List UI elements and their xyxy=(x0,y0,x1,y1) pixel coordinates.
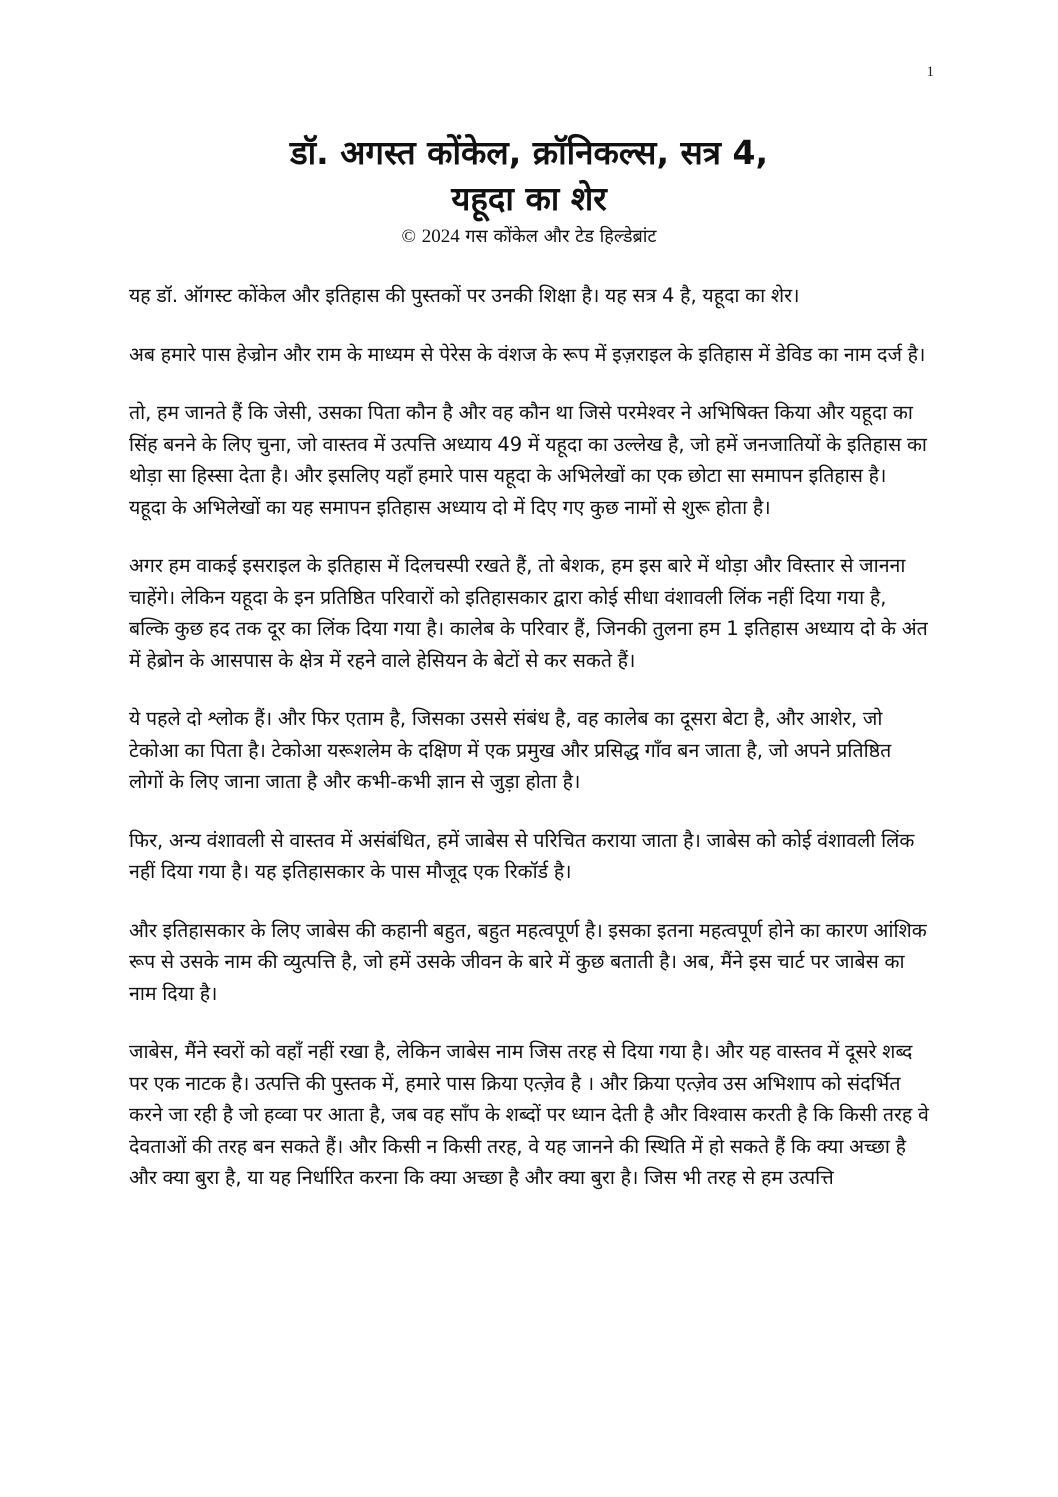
paragraph-2: अब हमारे पास हेज्रोन और राम के माध्यम से पेरेस के वंशज के रूप में इज़राइल के इतिहास में डेविड का नाम दर्ज है। xyxy=(129,342,926,366)
paragraph-7: और इतिहासकार के लिए जाबेस की कहानी बहुत, बहुत महत्वपूर्ण है। इसका इतना महत्वपूर्ण होने का कारण आंशिक रूप से उसके नाम की व्युत्पत्ति है, जो हमें उसके जीवन के बारे में कुछ बताती है। अब, मैंने इस चार्ट पर जाबेस का नाम दिया है। xyxy=(129,918,927,1005)
paragraph-3: तो, हम जानते हैं कि जेसी, उसका पिता कौन है और वह कौन था जिसे परमेश्वर ने अभिषिक्त किया और यहूदा का सिंह बनने के लिए चुना, जो वास्तव में उत्पत्ति अध्याय 49 में यहूदा का उल्लेख है, जो हमें जनजातियों के इतिहास का थोड़ा सा हिस्सा देता है। और इसलिए यहाँ हमारे पास यहूदा के अभिलेखों का एक छोटा सा समापन इतिहास है। यहूदा के अभिलेखों का यह समापन इतिहास अध्याय दो में दिए गए कुछ नामों से शुरू होता है। xyxy=(129,401,927,519)
document-header xyxy=(0,130,1058,250)
title-line-1: डॉ. अगस्त कोंकेल, क्रॉनिकल्स, सत्र 4, xyxy=(289,133,768,172)
title-line-2: यहूदा का शेर xyxy=(451,179,607,218)
paragraph-1: यह डॉ. ऑगस्ट कोंकेल और इतिहास की पुस्तकों पर उनकी शिक्षा है। यह सत्र 4 है, यहूदा का शेर। xyxy=(129,284,800,307)
paragraph-4: अगर हम वाकई इसराइल के इतिहास में दिलचस्पी रखते हैं, तो बेशक, हम इस बारे में थोड़ा और विस्तार से जानना चाहेंगे। लेकिन यहूदा के इन प्रतिष्ठित परिवारों को इतिहासकार द्वारा कोई सीधा वंशावली लिंक नहीं दिया गया है, बल्कि कुछ हद तक दूर का लिंक दिया गया है। कालेब के परिवार हैं, जिनकी तुलना हम 1 इतिहास अध्याय दो के अंत में हेब्रोन के आसपास के क्षेत्र में रहने वाले हेसियन के बेटों से कर सकते हैं। xyxy=(129,554,928,672)
copyright-symbol: © xyxy=(401,226,416,247)
document-body xyxy=(129,280,929,1221)
copyright-year: 2024 xyxy=(421,226,460,247)
paragraph-8: जाबेस, मैंने स्वरों को वहाँ नहीं रखा है, लेकिन जाबेस नाम जिस तरह से दिया गया है। और यह वास्तव में दूसरे शब्द पर एक नाटक है। उत्पत्ति की पुस्तक में, हमारे पास क्रिया एत्ज़ेव है । और क्रिया एत्ज़ेव उस अभिशाप को संदर्भित करने जा रही है जो हव्वा पर आता है, जब वह साँप के शब्दों पर ध्यान देती है और विश्वास करती है कि किसी तरह वे देवताओं की तरह बन सकते हैं। और किसी न किसी तरह, वे यह जानने की स्थिति में हो सकते हैं कि क्या अच्छा है और क्या बुरा है, या यह निर्धारित करना कि क्या अच्छा है और क्या बुरा है। जिस भी तरह से हम उत्पत्ति xyxy=(129,1040,929,1189)
paragraph-6: फिर, अन्य वंशावली से वास्तव में असंबंधित, हमें जाबेस से परिचित कराया जाता है। जाबेस को कोई वंशावली लिंक नहीं दिया गया है। यह इतिहासकार के पास मौजूद एक रिकॉर्ड है। xyxy=(129,828,915,883)
paragraph-5: ये पहले दो श्लोक हैं। और फिर एताम है, जिसका उससे संबंध है, वह कालेब का दूसरा बेटा है, और आशेर, जो टेकोआ का पिता है। टेकोआ यरूशलेम के दक्षिण में एक प्रमुख और प्रसिद्ध गाँव बन जाता है, जो अपने प्रतिष्ठित लोगों के लिए जाना जाता है और कभी-कभी ज्ञान से जुड़ा होता है। xyxy=(129,707,892,793)
copyright-line xyxy=(0,224,1058,250)
copyright-holders: गस कोंकेल और टेड हिल्डेब्रांट xyxy=(465,226,657,247)
page-number: 1 xyxy=(926,64,934,80)
document-title xyxy=(0,130,1058,222)
